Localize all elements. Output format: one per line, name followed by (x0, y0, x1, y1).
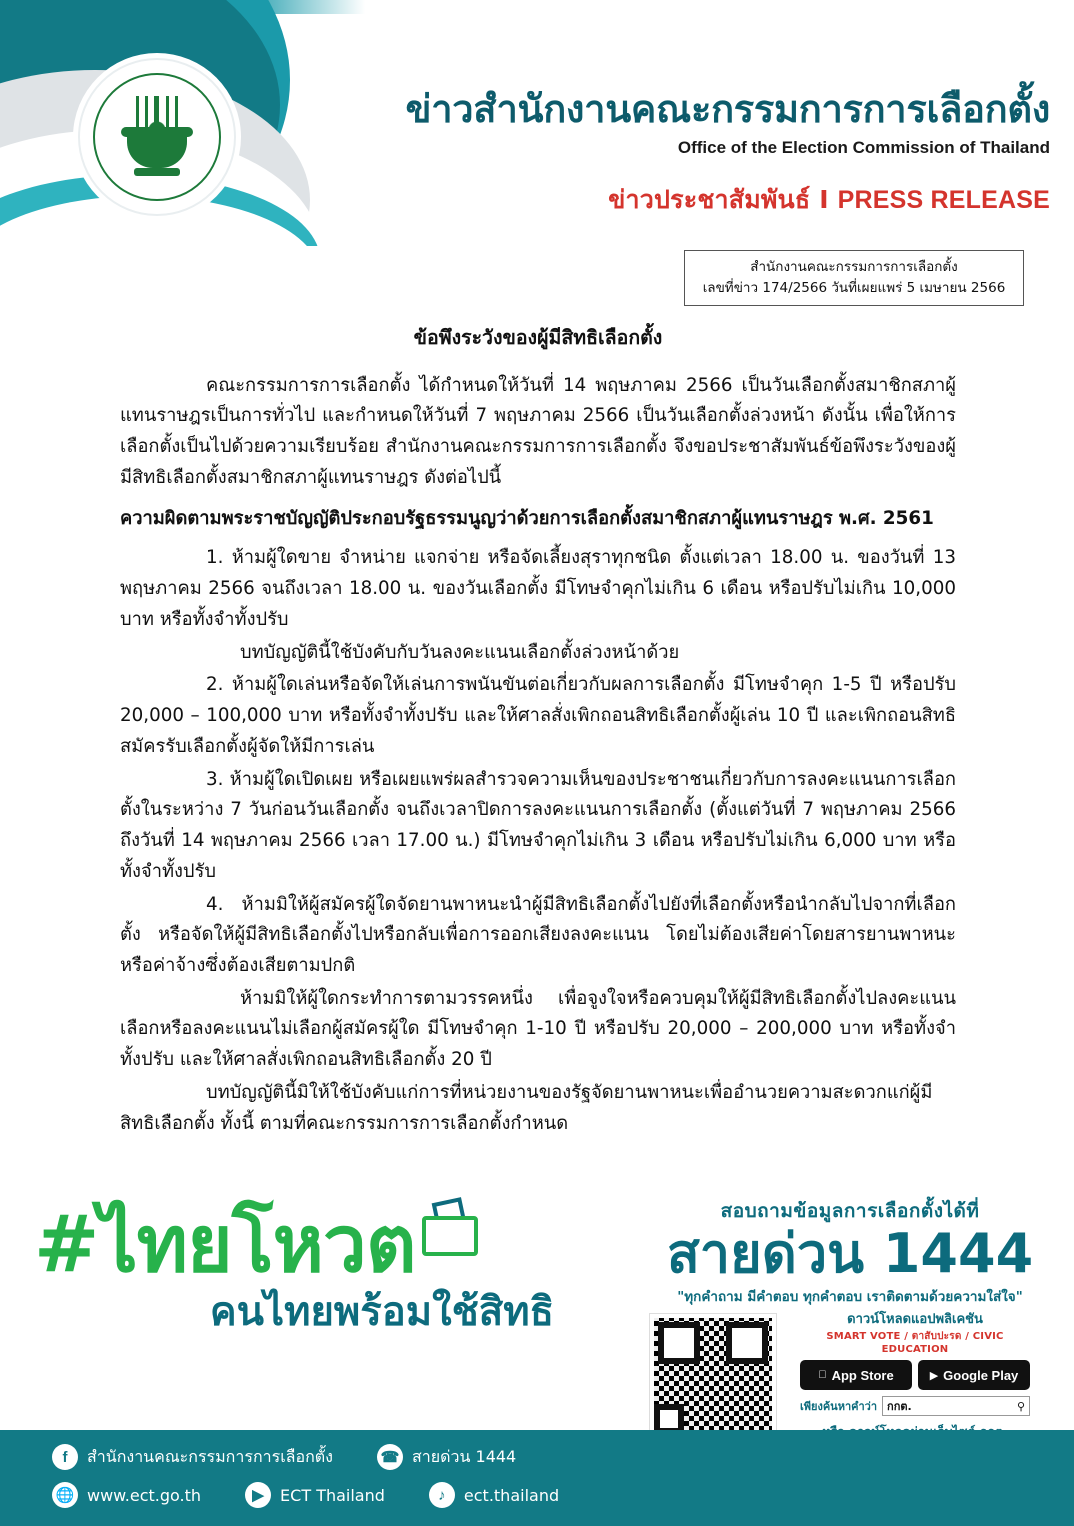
footer-phone[interactable] (377, 1444, 516, 1470)
footer-youtube-label: ECT Thailand (280, 1485, 385, 1505)
clause-4-note: ห้ามมิให้ผู้ใดกระทำการตามวรรคหนึ่ง เพื่อจูงใจหรือควบคุมให้ผู้มีสิทธิเลือกตั้งไปลงคะแนนเลือกหรือลงคะแนนไม่เลือกผู้สมัครผู้ใด มีโทษจำคุก 1-10 ปี หรือปรับ 20,000 – 200,000 บาท หรือทั้งจำทั้งปรับ และให้ศาลสั่งเพิกถอนสิทธิเลือกตั้ง 20 ปี (120, 987, 956, 1071)
footer-website-label: www.ect.go.th (87, 1485, 202, 1505)
google-play-icon: ▶ (929, 1369, 939, 1382)
hotline-quote: "ทุกคำถาม มีคำตอบ ทุกคำตอบ เราติดตามด้วยความใส่ใจ" (677, 1288, 1023, 1305)
app-store-label: App Store (827, 1367, 890, 1383)
thaivote-campaign-logo (34, 1200, 634, 1335)
app-download-title: ดาวน์โหลดแอปพลิเคชัน (847, 1312, 983, 1327)
search-input-value: กกต. (887, 1400, 912, 1413)
apple-icon (818, 1369, 826, 1381)
campaign-hashtag: #ไทยโหวต (34, 1200, 416, 1290)
clause-4: 4. ห้ามมิให้ผู้สมัครผู้ใดจัดยานพาหนะนำผู้มีสิทธิเลือกตั้งไปยังที่เลือกตั้งหรือนำกลับไปจากที่เลือกตั้ง หรือจัดให้ผู้มีสิทธิเลือกตั้งไปหรือกลับเพื่อการออกเสียงลงคะแนน โดยไม่ต้องเสียค่าโดยสารยานพาหนะหรือค่าจ้างซึ่งต้องเสียตามปกติ (120, 893, 956, 976)
google-play-label: Google Play (943, 1367, 1019, 1383)
press-release-label-thai: ข่าวประชาสัมพันธ์ I (608, 184, 838, 214)
google-play-button[interactable] (918, 1360, 1030, 1390)
ballot-box-icon (418, 1200, 484, 1258)
clause-4-note-2: บทบัญญัตินี้มิให้ใช้บังคับแก่การที่หน่วยงานของรัฐจัดยานพาหนะเพื่ออำนวยความสะดวกแก่ผู้มีสิทธิเลือกตั้ง ทั้งนี้ ตามที่คณะกรรมการการเลือกตั้งกำหนด (120, 1081, 933, 1134)
footer-tiktok[interactable] (429, 1482, 559, 1508)
header-titles (390, 88, 1050, 220)
phan-rath-thathammanun-emblem-icon (118, 94, 196, 180)
header-title-english: Office of the Election Commission of Thailand (677, 137, 1050, 157)
footer-phone-label: สายด่วน 1444 (411, 1446, 517, 1466)
section-heading: ความผิดตามพระราชบัญญัติประกอบรัฐธรรมนูญว่าด้วยการเลือกตั้งสมาชิกสภาผู้แทนราษฎร พ.ศ. 2561 (120, 507, 934, 529)
youtube-icon: ▶ (245, 1482, 271, 1508)
footer-contact-bar (0, 1430, 1074, 1526)
tiktok-icon: ♪ (429, 1482, 455, 1508)
document-number-box (684, 250, 1024, 306)
campaign-footer (0, 1196, 1074, 1526)
facebook-icon: f (52, 1444, 78, 1470)
clause-1-note: บทบัญญัตินี้ใช้บังคับกับวันลงคะแนนเลือกตั้งล่วงหน้าด้วย (240, 641, 680, 663)
press-release-label-english: PRESS RELEASE (837, 185, 1050, 214)
app-store-button[interactable] (800, 1360, 912, 1390)
hotline-number: สายด่วน 1444 (666, 1222, 1034, 1285)
ect-seal-logo (78, 58, 236, 216)
press-release-label (390, 180, 1050, 220)
intro-paragraph: คณะกรรมการการเลือกตั้ง ได้กำหนดให้วันที่ 14 พฤษภาคม 2566 เป็นวันเลือกตั้งสมาชิกสภาผู้แทนราษฎรเป็นการทั่วไป และกำหนดให้วันที่ 7 พฤษภาคม 2566 เป็นวันเลือกตั้งล่วงหน้า ดังนั้น เพื่อให้การเลือกตั้งเป็นไปด้วยความเรียบร้อย สำนักงานคณะกรรมการการเลือกตั้ง จึงขอประชาสัมพันธ์ข้อพึงระวังของผู้มีสิทธิเลือกตั้งสมาชิกสภาผู้แทนราษฎร ดังต่อไปนี้ (120, 374, 956, 488)
footer-tiktok-label: ect.thailand (463, 1485, 560, 1505)
search-icon: ⚲ (1016, 1399, 1025, 1413)
search-input[interactable] (882, 1396, 1030, 1416)
globe-icon: 🌐 (52, 1482, 78, 1508)
hotline-block (640, 1196, 1060, 1307)
clause-3: 3. ห้ามผู้ใดเปิดเผย หรือเผยแพร่ผลสำรวจความเห็นของประชาชนเกี่ยวกับการลงคะแนนการเลือกตั้งในระหว่าง 7 วันก่อนวันเลือกตั้ง จนถึงเวลาปิดการลงคะแนนการเลือกตั้ง (ตั้งแต่วันที่ 7 พฤษภาคม 2566 ถึงวันที่ 14 พฤษภาคม 2566 เวลา 17.00 น.) มีโทษจำคุกไม่เกิน 3 เดือน หรือปรับไม่เกิน 6,000 บาท หรือทั้งจำทั้งปรับ (120, 768, 956, 882)
app-download-subtitle: SMART VOTE / ตาสับปะรด / CIVIC EDUCATION (826, 1331, 1004, 1355)
document-body (0, 322, 1074, 1141)
app-download-block (800, 1308, 1030, 1442)
search-hint-label: เพียงค้นหาคำว่า (800, 1400, 878, 1413)
clause-2: 2. ห้ามผู้ใดเล่นหรือจัดให้เล่นการพนันขันต่อเกี่ยวกับผลการเลือกตั้ง มีโทษจำคุก 1-5 ปี หรือปรับ 20,000 – 100,000 บาท หรือทั้งจำทั้งปรับ และให้ศาลสั่งเพิกถอนสิทธิเลือกตั้งผู้เล่น 10 ปี และเพิกถอนสิทธิสมัครรับเลือกตั้งผู้จัดให้มีการเล่น (120, 674, 956, 757)
footer-facebook-label: สำนักงานคณะกรรมการการเลือกตั้ง (87, 1446, 333, 1466)
page-title: ข้อพึงระวังของผู้มีสิทธิเลือกตั้ง (413, 326, 663, 349)
footer-facebook[interactable] (52, 1444, 333, 1470)
header-title-thai: ข่าวสำนักงานคณะกรรมการการเลือกตั้ง (405, 87, 1050, 131)
docbox-number-date: เลขที่ข่าว 174/2566 วันที่เผยแพร่ 5 เมษายน 2566 (702, 280, 1006, 296)
phone-icon: ☎ (377, 1444, 403, 1470)
page-header (0, 0, 1074, 246)
campaign-tagline: คนไทยพร้อมใช้สิทธิ (209, 1289, 554, 1335)
hotline-question: สอบถามข้อมูลการเลือกตั้งได้ที่ (720, 1200, 980, 1222)
clause-1: 1. ห้ามผู้ใดขาย จำหน่าย แจกจ่าย หรือจัดเลี้ยงสุราทุกชนิด ตั้งแต่เวลา 18.00 น. ของวันที่ 13 พฤษภาคม 2566 จนถึงเวลา 18.00 น. ของวันเลือกตั้ง มีโทษจำคุกไม่เกิน 6 เดือน หรือปรับไม่เกิน 10,000 บาท หรือทั้งจำทั้งปรับ (120, 547, 956, 630)
docbox-organization: สำนักงานคณะกรรมการการเลือกตั้ง (750, 259, 958, 276)
footer-youtube[interactable] (245, 1482, 385, 1508)
footer-website[interactable] (52, 1482, 201, 1508)
